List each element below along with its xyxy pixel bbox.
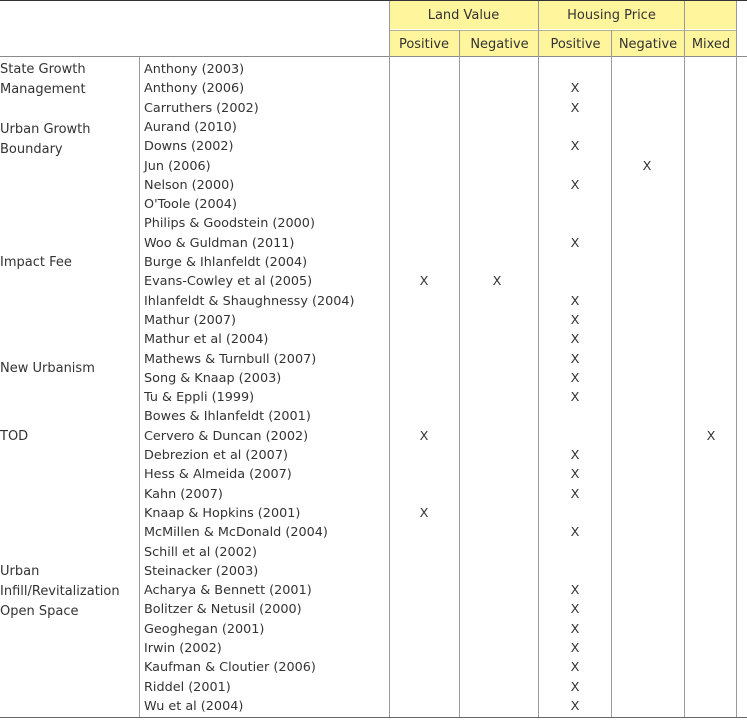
study-reference: Tu & Eppli (1999): [144, 390, 255, 406]
study-reference: Evans-Cowley et al (2005): [144, 274, 313, 290]
category-label: State Growth Management Urban Growth Boundary: [0, 62, 91, 157]
effect-mark: X: [570, 390, 580, 406]
study-reference: Nelson (2000): [144, 177, 235, 193]
effect-mark: X: [570, 602, 580, 618]
effect-mark: X: [570, 351, 580, 367]
effect-mark: X: [570, 293, 580, 309]
column-divider: [611, 30, 612, 717]
column-divider: [736, 1, 737, 717]
study-reference: Wu et al (2004): [144, 698, 244, 714]
study-reference: Philips & Goodstein (2000): [144, 216, 315, 232]
study-reference: Woo & Guldman (2011): [144, 235, 295, 251]
effect-mark: X: [419, 428, 429, 444]
study-reference: O'Toole (2004): [144, 197, 237, 213]
effect-mark: X: [570, 81, 580, 97]
effect-mark: X: [570, 100, 580, 116]
effect-mark: X: [570, 370, 580, 386]
effect-mark: X: [570, 332, 580, 348]
effect-mark: X: [570, 525, 580, 541]
table-header: [0, 1, 747, 56]
column-divider: [538, 1, 539, 717]
study-reference: Knaap & Hopkins (2001): [144, 505, 301, 521]
study-reference: Downs (2002): [144, 139, 234, 155]
study-reference: Anthony (2003): [144, 62, 245, 77]
study-reference: Hess & Almeida (2007): [144, 467, 292, 483]
category-label: Urban Infill/Revitalization Open Space: [0, 563, 120, 619]
group-header-housing-price: Housing Price: [538, 1, 684, 29]
study-reference: Debrezion et al (2007): [144, 448, 288, 463]
category-label: TOD: [0, 428, 29, 444]
effect-mark: X: [492, 274, 502, 290]
study-reference: Geoghegan (2001): [144, 621, 265, 637]
effect-mark: X: [570, 486, 580, 502]
effect-mark: X: [642, 158, 652, 174]
header-bottom-border: [0, 56, 747, 57]
effect-mark: X: [570, 698, 580, 714]
effect-mark: X: [570, 312, 580, 328]
effect-mark: X: [706, 428, 716, 444]
study-reference: Bowes & Ihlanfeldt (2001): [144, 409, 311, 425]
column-divider: [684, 1, 685, 717]
study-reference: Acharya & Bennett (2001): [144, 583, 312, 599]
column-divider: [139, 57, 140, 717]
subheader-land-negative: Negative: [459, 31, 539, 57]
subheader-housing-positive: Positive: [538, 31, 612, 57]
study-reference: Ihlanfeldt & Shaughnessy (2004): [144, 293, 355, 309]
study-reference: Song & Knaap (2003): [144, 370, 282, 386]
effect-mark: X: [570, 448, 580, 463]
group-header-land-value: Land Value: [389, 1, 538, 29]
study-reference: Carruthers (2002): [144, 100, 259, 116]
subheader-mixed: Mixed: [684, 31, 737, 57]
effect-mark: X: [570, 177, 580, 193]
study-reference: Kaufman & Cloutier (2006): [144, 660, 316, 676]
study-reference: Jun (2006): [144, 158, 211, 174]
study-reference: Steinacker (2003): [144, 563, 259, 579]
study-reference: Kahn (2007): [144, 486, 223, 502]
category-label: New Urbanism: [0, 361, 95, 377]
group-header-empty: [684, 1, 737, 29]
effect-mark: X: [419, 274, 429, 290]
study-reference: Mathews & Turnbull (2007): [144, 351, 317, 367]
study-reference: Riddel (2001): [144, 679, 231, 695]
category-label: Impact Fee: [0, 255, 72, 270]
study-reference: Aurand (2010): [144, 119, 237, 135]
study-reference: Bolitzer & Netusil (2000): [144, 602, 302, 618]
study-reference: Mathur et al (2004): [144, 332, 269, 348]
effect-mark: X: [570, 467, 580, 483]
effect-mark: X: [570, 583, 580, 599]
effect-mark: X: [570, 235, 580, 251]
study-reference: McMillen & McDonald (2004): [144, 525, 328, 541]
subheader-land-positive: Positive: [389, 31, 459, 57]
column-divider: [459, 30, 460, 717]
subheader-housing-negative: Negative: [611, 31, 684, 57]
column-divider: [389, 1, 390, 717]
effect-mark: X: [419, 505, 429, 521]
effect-mark: X: [570, 641, 580, 656]
effect-mark: X: [570, 139, 580, 155]
study-reference: Irwin (2002): [144, 641, 222, 656]
study-reference: Cervero & Duncan (2002): [144, 428, 309, 444]
effect-mark: X: [570, 621, 580, 637]
effect-mark: X: [570, 660, 580, 676]
study-reference: Burge & Ihlanfeldt (2004): [144, 255, 308, 270]
table-bottom-border: [0, 717, 747, 718]
study-reference: Mathur (2007): [144, 312, 237, 328]
study-reference: Schill et al (2002): [144, 544, 257, 560]
study-reference: Anthony (2006): [144, 81, 245, 97]
effect-mark: X: [570, 679, 580, 695]
